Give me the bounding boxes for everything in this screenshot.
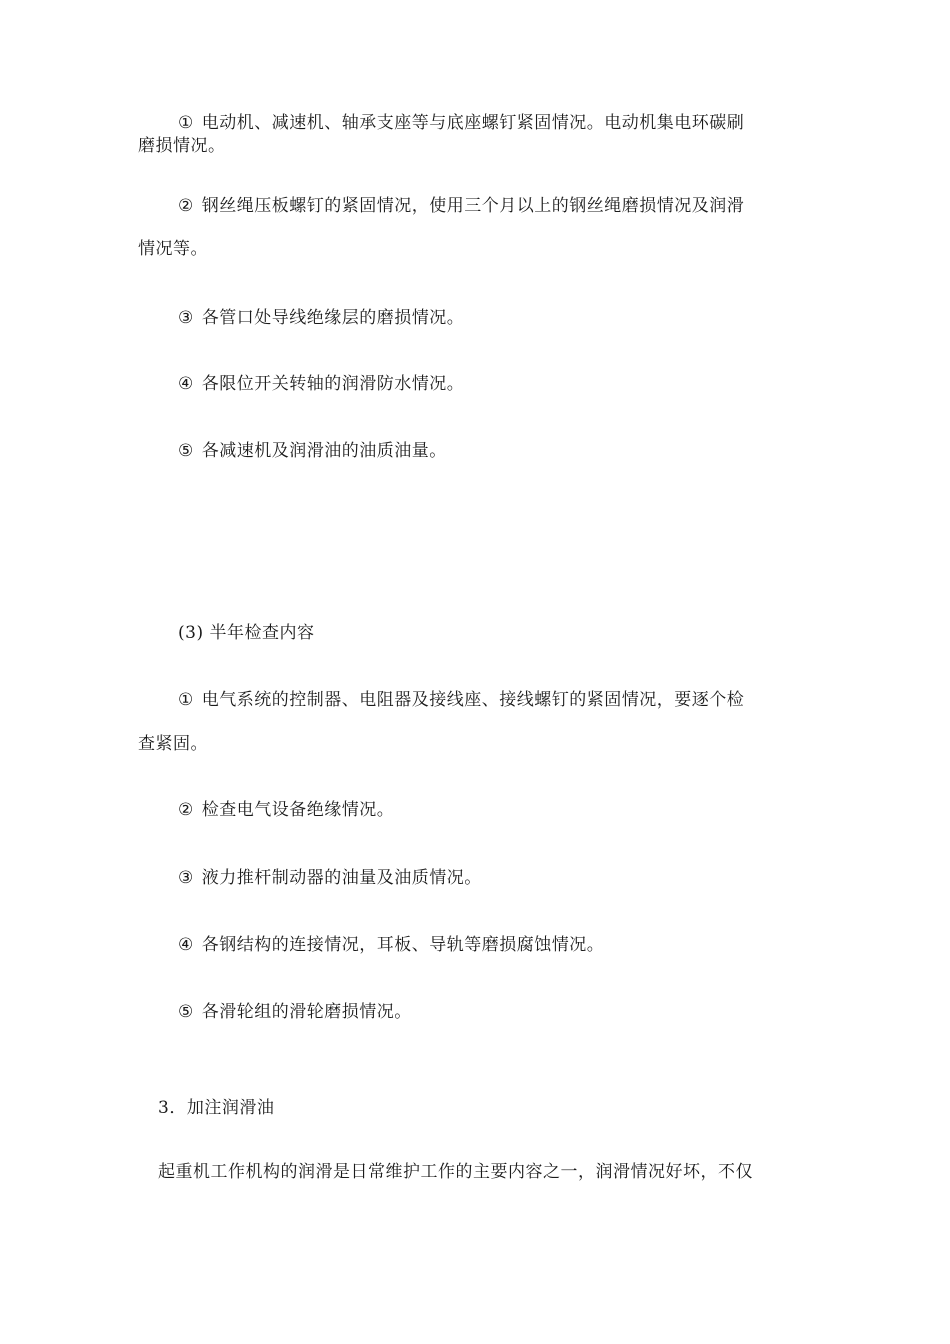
item-text: 各滑轮组的滑轮磨损情况。	[201, 1002, 412, 1022]
item-marker: ③	[178, 868, 194, 888]
item-marker: ④	[178, 374, 194, 394]
half-year-item-1-line-1	[178, 689, 744, 711]
quarterly-item-2-line-2: 情况等。	[138, 239, 208, 259]
item-text: 电气系统的控制器、电阻器及接线座、接线螺钉的紧固情况，要逐个检	[201, 690, 745, 710]
item-marker: ①	[178, 113, 194, 133]
half-year-item-1-line-2: 查紧固。	[138, 734, 208, 754]
half-year-heading: (3) 半年检查内容	[178, 623, 315, 643]
item-text: 各减速机及润滑油的油质油量。	[201, 441, 447, 461]
item-text: 各钢结构的连接情况，耳板、导轨等磨损腐蚀情况。	[201, 935, 605, 955]
item-marker: ⑤	[178, 1002, 194, 1022]
item-text: 检查电气设备绝缘情况。	[201, 800, 395, 820]
item-text: 电动机、减速机、轴承支座等与底座螺钉紧固情况。电动机集电环碳刷	[201, 113, 745, 133]
item-marker: ②	[178, 196, 194, 216]
quarterly-item-1-line-1	[178, 112, 744, 134]
item-marker: ①	[178, 690, 194, 710]
item-text: 液力推杆制动器的油量及油质情况。	[201, 868, 482, 888]
half-year-item-4	[178, 934, 604, 956]
item-text: 各限位开关转轴的润滑防水情况。	[201, 374, 465, 394]
lubrication-paragraph-line-1: 起重机工作机构的润滑是日常维护工作的主要内容之一，润滑情况好坏，不仅	[158, 1162, 753, 1182]
item-marker: ⑤	[178, 441, 194, 461]
quarterly-item-4	[178, 373, 464, 395]
half-year-item-2	[178, 799, 394, 821]
item-text: 钢丝绳压板螺钉的紧固情况，使用三个月以上的钢丝绳磨损情况及润滑	[201, 196, 745, 216]
half-year-item-3	[178, 867, 482, 889]
item-text: 各管口处导线绝缘层的磨损情况。	[201, 308, 465, 328]
quarterly-item-1-line-2: 磨损情况。	[138, 136, 226, 156]
item-marker: ③	[178, 308, 194, 328]
item-marker: ②	[178, 800, 194, 820]
lubrication-heading: 3．加注润滑油	[158, 1098, 275, 1118]
quarterly-item-3	[178, 307, 464, 329]
quarterly-item-5	[178, 440, 447, 462]
quarterly-item-2-line-1	[178, 195, 744, 217]
item-marker: ④	[178, 935, 194, 955]
half-year-item-5	[178, 1001, 412, 1023]
